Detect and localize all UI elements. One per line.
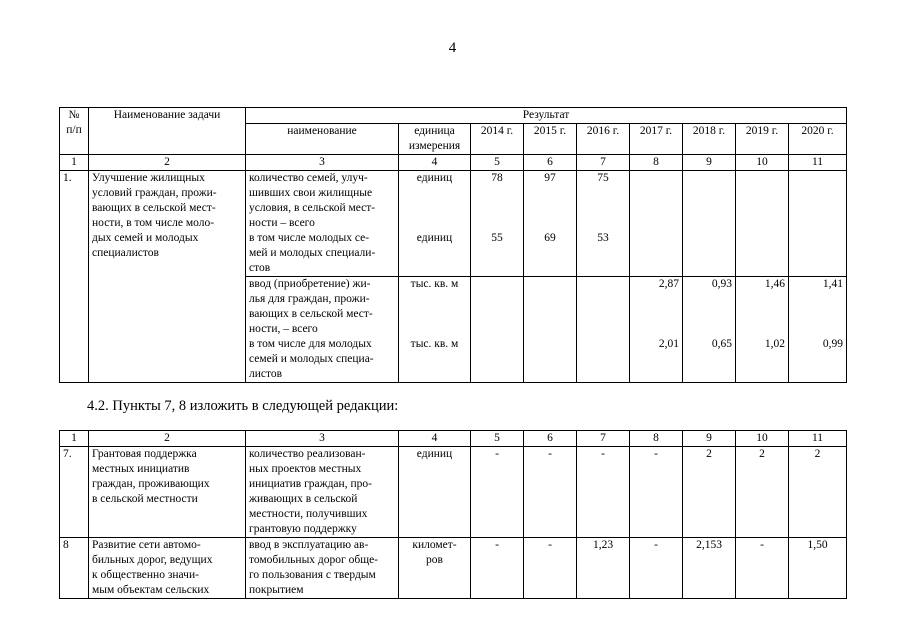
value-2017: -: [630, 538, 683, 599]
value-2020: [789, 171, 847, 277]
unit: тыс. кв. м тыс. кв. м: [399, 277, 471, 383]
value-2017: [630, 171, 683, 277]
header-year: 2015 г.: [524, 124, 577, 155]
header-year: 2020 г.: [789, 124, 847, 155]
header-year: 2017 г.: [630, 124, 683, 155]
task-name: Грантовая поддержка местных инициатив граждан, проживающих в сельской местности: [89, 447, 246, 538]
col-number: 5: [471, 431, 524, 447]
value-2018: 2: [683, 447, 736, 538]
col-number: 11: [789, 155, 847, 171]
row-number: 1.: [60, 171, 89, 383]
value-2019: 2: [736, 447, 789, 538]
col-number: 1: [60, 155, 89, 171]
header-year: 2016 г.: [577, 124, 630, 155]
header-year: 2019 г.: [736, 124, 789, 155]
value-2019: 1,46 1,02: [736, 277, 789, 383]
col-number: 4: [399, 155, 471, 171]
indicator-name: количество семей, улуч- шивших свои жилищные условия, в сельской мест- ности – всего в том числе молодых се- мей и молодых специали- стов: [246, 171, 399, 277]
col-number: 7: [577, 155, 630, 171]
value-2016: 75 53: [577, 171, 630, 277]
value-2016: -: [577, 447, 630, 538]
value-2014: -: [471, 447, 524, 538]
header-year: 2014 г.: [471, 124, 524, 155]
value-2016: [577, 277, 630, 383]
col-number: 10: [736, 431, 789, 447]
value-2019: -: [736, 538, 789, 599]
unit: единиц единиц: [399, 171, 471, 277]
col-number: 10: [736, 155, 789, 171]
col-number: 11: [789, 431, 847, 447]
unit: единиц: [399, 447, 471, 538]
col-number: 7: [577, 431, 630, 447]
value-2018: 2,153: [683, 538, 736, 599]
header-task-name: Наименование задачи: [89, 108, 246, 155]
table-row: [60, 171, 847, 277]
col-number: 9: [683, 155, 736, 171]
indicator-name: ввод (приобретение) жи- лья для граждан, прожи- вающих в сельской мест- ности, – всего в том числе для молодых семей и молодых специа- листов: [246, 277, 399, 383]
results-table: [59, 107, 847, 383]
col-number: 9: [683, 431, 736, 447]
value-2017: 2,87 2,01: [630, 277, 683, 383]
table-row: [60, 538, 847, 599]
value-2016: 1,23: [577, 538, 630, 599]
col-number: 6: [524, 431, 577, 447]
col-number: 1: [60, 431, 89, 447]
section-heading: 4.2. Пункты 7, 8 изложить в следующей редакции:: [87, 398, 399, 414]
value-2017: -: [630, 447, 683, 538]
col-number: 8: [630, 431, 683, 447]
value-2014: [471, 277, 524, 383]
page-number: 4: [448, 40, 457, 56]
col-number: 3: [246, 155, 399, 171]
header-unit: единица измерения: [399, 124, 471, 155]
header-year: 2018 г.: [683, 124, 736, 155]
value-2019: [736, 171, 789, 277]
task-name: Развитие сети автомо- бильных дорог, ведущих к общественно значи- мым объектам сельских: [89, 538, 246, 599]
header-indicator: наименование: [246, 124, 399, 155]
indicator-name: количество реализован- ных проектов местных инициатив граждан, про- живающих в сельской местности, получивших грантовую поддержку: [246, 447, 399, 538]
col-number: 5: [471, 155, 524, 171]
col-number: 4: [399, 431, 471, 447]
unit: километ- ров: [399, 538, 471, 599]
column-number-row: [60, 155, 847, 171]
value-2020: 1,50: [789, 538, 847, 599]
row-number: 8: [60, 538, 89, 599]
value-2015: 97 69: [524, 171, 577, 277]
col-number: 2: [89, 155, 246, 171]
value-2015: -: [524, 538, 577, 599]
value-2018: [683, 171, 736, 277]
value-2015: [524, 277, 577, 383]
value-2015: -: [524, 447, 577, 538]
col-number: 3: [246, 431, 399, 447]
col-number: 8: [630, 155, 683, 171]
column-number-row: [60, 431, 847, 447]
value-2018: 0,93 0,65: [683, 277, 736, 383]
value-2014: 78 55: [471, 171, 524, 277]
value-2020: 1,41 0,99: [789, 277, 847, 383]
header-no: № п/п: [60, 108, 89, 155]
task-name: Улучшение жилищных условий граждан, прожи- вающих в сельской мест- ности, в том числе моло- дых семей и молодых специалистов: [89, 171, 246, 383]
col-number: 6: [524, 155, 577, 171]
table-row: [60, 447, 847, 538]
replacement-table: [59, 430, 847, 599]
indicator-name: ввод в эксплуатацию ав- томобильных дорог обще- го пользования с твердым покрытием: [246, 538, 399, 599]
header-result: Результат: [246, 108, 847, 124]
row-number: 7.: [60, 447, 89, 538]
header-row-1: [60, 108, 847, 124]
col-number: 2: [89, 431, 246, 447]
value-2014: -: [471, 538, 524, 599]
value-2020: 2: [789, 447, 847, 538]
